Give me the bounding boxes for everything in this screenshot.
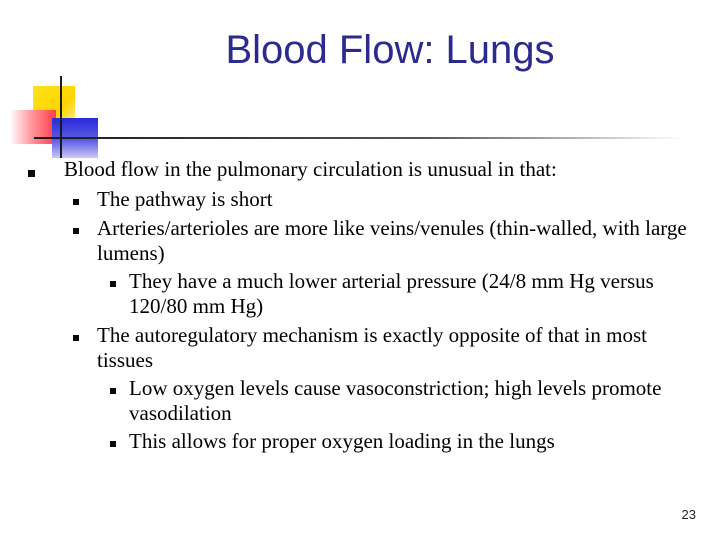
page-number: 23 — [681, 507, 696, 522]
bullet-text: The pathway is short — [97, 186, 273, 211]
bullet-level2 — [26, 187, 696, 212]
bullet-text: They have a much lower arterial pressure (24/8 mm Hg versus 120/80 mm Hg) — [129, 269, 654, 318]
bullet-level3 — [26, 376, 696, 425]
square-bullet-icon — [73, 335, 79, 341]
bullet-level1 — [26, 157, 696, 182]
square-bullet-icon — [28, 170, 35, 177]
vertical-rule — [60, 76, 62, 158]
slide-body — [26, 157, 696, 454]
bullet-level3 — [26, 429, 696, 454]
bullet-text: Low oxygen levels cause vasoconstriction; high levels promote vasodilation — [129, 376, 662, 425]
square-bullet-icon — [73, 199, 79, 205]
square-bullet-icon — [110, 281, 116, 287]
bullet-text: This allows for proper oxygen loading in the lungs — [129, 429, 555, 453]
bullet-level2 — [26, 323, 696, 372]
title-underline-rule — [34, 137, 684, 139]
bullet-text: Arteries/arterioles are more like veins/venules (thin-walled, with large lumens) — [97, 216, 687, 265]
slide-title: Blood Flow: Lungs — [225, 28, 555, 72]
square-bullet-icon — [110, 388, 116, 394]
square-bullet-icon — [73, 228, 79, 234]
square-bullet-icon — [110, 441, 116, 447]
bullet-text: Blood flow in the pulmonary circulation is unusual in that: — [64, 157, 557, 181]
bullet-level3 — [26, 269, 696, 318]
bullet-text: The autoregulatory mechanism is exactly opposite of that in most tissues — [97, 323, 647, 372]
bullet-level2 — [26, 216, 696, 265]
